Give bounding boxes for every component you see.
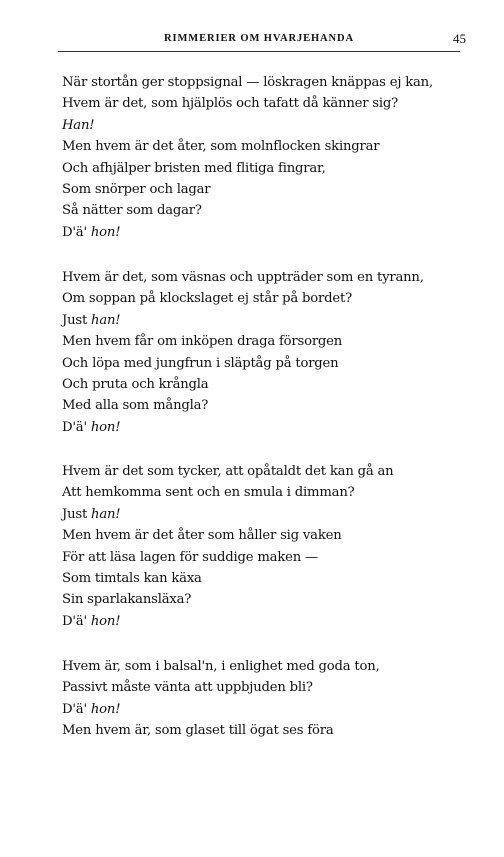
- poem-line: Hvem är det, som hjälplös och tafatt då känner sig?: [62, 96, 399, 112]
- poem-line: Men hvem får om inköpen draga försorgen: [62, 334, 343, 350]
- poem-line: Att hemkomma sent och en smula i dimman?: [62, 485, 355, 501]
- poem-line: Men hvem är, som glaset till ögat ses föra: [62, 723, 334, 739]
- poem-line: Hvem är, som i balsal'n, i enlighet med goda ton,: [62, 659, 380, 674]
- running-title: RIMMERIER OM HVARJEHANDA: [164, 33, 354, 44]
- stanza-1: [62, 72, 472, 243]
- poem-line: Och afhjälper bristen med flitiga fingrar,: [62, 160, 326, 176]
- stanza-4: [62, 656, 472, 742]
- poem-line: Just han!: [62, 312, 121, 328]
- page-number: 45: [453, 31, 466, 46]
- poem-line: Hvem är det som tycker, att opåtaldt det kan gå an: [62, 464, 394, 479]
- poem-line: Som snörper och lagar: [62, 181, 211, 197]
- stanza-3: [62, 461, 472, 632]
- poem-line: Han!: [62, 117, 95, 133]
- header-rule: [58, 51, 460, 52]
- poem-line: När stortån ger stoppsignal — löskragen knäppas ej kan,: [62, 75, 433, 90]
- poem-line: Men hvem är det åter, som molnflocken skingrar: [62, 139, 380, 155]
- poem-line: Men hvem är det åter som håller sig vaken: [62, 528, 342, 544]
- stanza-2: [62, 267, 472, 438]
- poem-line: D'ä' hon!: [62, 419, 121, 435]
- poem-line: Med alla som mångla?: [62, 398, 209, 414]
- poem-line: Just han!: [62, 506, 121, 522]
- poem-line: Och pruta och krångla: [62, 376, 209, 392]
- poem-line: D'ä' hon!: [62, 613, 121, 629]
- poem-line: Så nätter som dagar?: [62, 203, 202, 219]
- poem-line: För att läsa lagen för suddige maken —: [62, 549, 318, 565]
- poem-line: Sin sparlakansläxa?: [62, 592, 192, 608]
- poem-line: D'ä' hon!: [62, 701, 121, 717]
- poem-line: Och löpa med jungfrun i släptåg på torgen: [62, 355, 339, 371]
- poem-line: Hvem är det, som väsnas och uppträder som en tyrann,: [62, 270, 424, 285]
- poem-line: Passivt måste vänta att uppbjuden bli?: [62, 680, 313, 696]
- page-header: [58, 31, 466, 57]
- poem-line: D'ä' hon!: [62, 224, 121, 240]
- poem-line: Om soppan på klockslaget ej står på bordet?: [62, 291, 352, 307]
- poem-line: Som timtals kan käxa: [62, 570, 202, 586]
